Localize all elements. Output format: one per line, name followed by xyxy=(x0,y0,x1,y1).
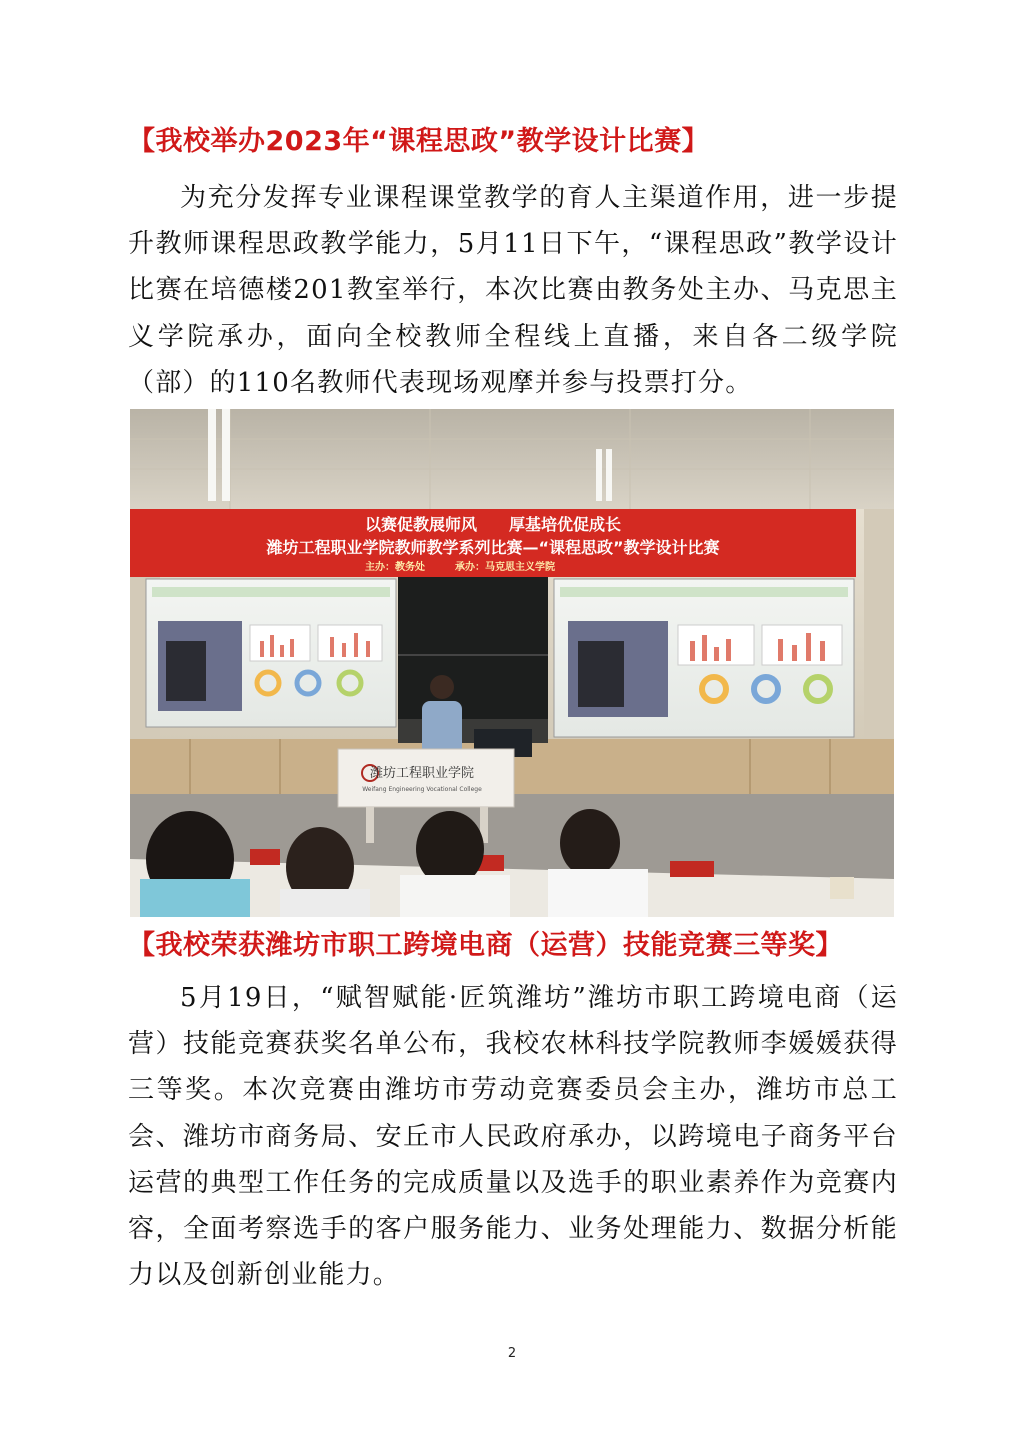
section-heading-award: 【我校荣获潍坊市职工跨境电商（运营）技能竞赛三等奖】 xyxy=(128,930,843,961)
podium-subtext: Weifang Engineering Vocational College xyxy=(362,786,482,793)
paragraph-award xyxy=(128,975,898,1298)
banner-line-3: 主办：教务处 承办：马克思主义学院 xyxy=(365,562,555,573)
paragraph-contest-text: 为充分发挥专业课程课堂教学的育人主渠道作用，进一步提升教师课程思政教学能力，5月11日下午，“课程思政”教学设计比赛在培德楼201教室举行，本次比赛由教务处主办、马克思主义学院承办，面向全校教师全程线上直播，来自各二级学院（部）的110名教师代表现场观摩并参与投票打分。 xyxy=(128,183,898,398)
page-number: 2 xyxy=(507,1346,517,1361)
event-photo xyxy=(130,409,894,917)
banner-line-1: 以赛促教展师风 厚基培优促成长 xyxy=(364,515,622,534)
paragraph-award-text: 5月19日，“赋智赋能·匠筑潍坊”潍坊市职工跨境电商（运营）技能竞赛获奖名单公布，我校农林科技学院教师李媛媛获得三等奖。本次竞赛由潍坊市劳动竞赛委员会主办，潍坊市总工会、潍坊市商务局、安丘市人民政府承办，以跨境电子商务平台运营的典型工作任务的完成质量以及选手的职业素养作为竞赛内容，全面考察选手的客户服务能力、业务处理能力、数据分析能力以及创新创业能力。 xyxy=(128,983,898,1291)
banner-line-2: 潍坊工程职业学院教师教学系列比赛—“课程思政”教学设计比赛 xyxy=(266,538,720,557)
podium-text: 潍坊工程职业学院 xyxy=(369,766,475,781)
section-heading-contest: 【我校举办2023年“课程思政”教学设计比赛】 xyxy=(128,126,710,157)
paragraph-contest xyxy=(128,175,898,406)
